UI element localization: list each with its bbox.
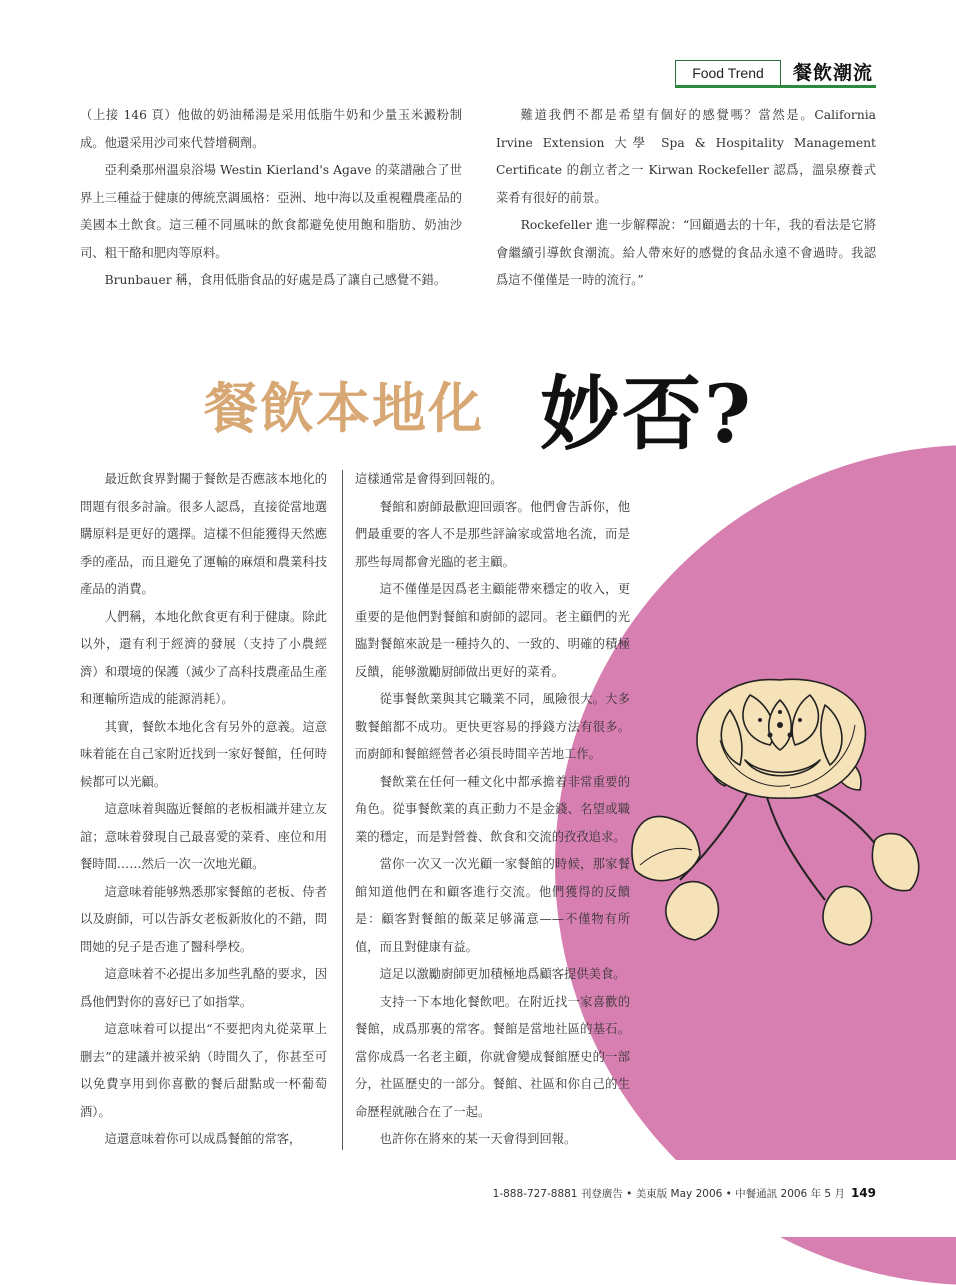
paragraph: 這不僅僅是因爲老主顧能帶來穩定的收入，更重要的是他們對餐館和廚師的認同。老主顧們的光臨對餐館來說是一種持久的、一致的、明確的積極反饋，能够激勵厨師做出更好的菜肴。: [355, 582, 630, 679]
paragraph: 從事餐飲業與其它職業不同，風險很大。大多數餐館都不成功。更快更容易的掙錢方法有很多。而廚師和餐館經營者必須長時間辛苦地工作。: [355, 692, 630, 761]
headline-part-1: 餐飲本地化: [204, 376, 484, 440]
paragraph: 這還意味着你可以成爲餐館的常客，: [104, 1132, 302, 1146]
paragraph: 人們稱，本地化飲食更有利于健康。除此以外，還有利于經濟的發展（支持了小農經濟）和環境的保護（減少了高科技農產品生產和運輸所造成的能源消耗）。: [80, 609, 327, 706]
paragraph: 其實，餐飲本地化含有另外的意義。這意味着能在自己家附近找到一家好餐館，任何時候都可以光顧。: [80, 719, 327, 789]
peony-flower-illustration: [620, 640, 950, 950]
top-left-column: [80, 102, 462, 295]
paragraph: 難道我們不都是希望有個好的感覺嗎？當然是。California Irvine Extension 大學 Spa & Hospitality Management Certificate 的創立者之一 Kirwan Rockefeller 認爲，溫泉療養式菜肴有很好的前景。: [496, 108, 876, 205]
column-divider: [342, 470, 343, 1150]
paragraph: 這樣通常是會得到回報的。: [355, 472, 503, 486]
paragraph: 支持一下本地化餐飲吧。在附近找一家喜歡的餐館，成爲那裏的常客。餐館是當地社區的基石。當你成爲一名老主顧，你就會變成餐館歷史的一部分，社區歷史的一部分。餐館、社區和你自己的生命歷程就融合在了一起。: [355, 994, 630, 1119]
body-right-column: [355, 466, 630, 1154]
top-right-column: [496, 102, 876, 295]
paragraph: 這意味着與臨近餐館的老板相識并建立友誼；意味着發現自己最喜愛的菜肴、座位和用餐時間……然后一次一次地光顧。: [80, 802, 327, 871]
page-number: 149: [850, 1186, 876, 1200]
paragraph: 餐飲業在任何一種文化中都承擔着非常重要的角色。從事餐飲業的真正動力不是金錢、名望或職業的穩定，而是對營養、飲食和交流的孜孜追求。: [355, 774, 630, 844]
page-footer: [470, 1186, 876, 1201]
paragraph: 亞利桑那州溫泉浴場 Westin Kierland's Agave 的菜譜融合了世界上三種益于健康的傳統烹調風格：亞洲、地中海以及重視糧農產品的美國本土飲食。這三種不同風味的飲食都避免使用飽和脂肪、奶油沙司、粗干酪和肥肉等原料。: [80, 163, 462, 260]
section-title-chinese: 餐飲潮流: [793, 62, 874, 84]
paragraph: （上接 146 頁）他做的奶油稀湯是采用低脂牛奶和少量玉米澱粉制成。他還采用沙司來代替增稠劑。: [80, 108, 462, 150]
footer-text: 1-888-727-8881 刊登廣告 • 美東版 May 2006 • 中餐通訊 2006 年 5 月: [492, 1188, 845, 1200]
header-rule: [675, 85, 876, 88]
section-tag-english: Food Trend: [675, 60, 781, 85]
paragraph: 這意味着不必提出多加些乳酪的要求，因爲他們對你的喜好已了如指掌。: [80, 967, 327, 1009]
paragraph: 這意味着能够熟悉那家餐館的老板、侍者以及廚師，可以告訴女老板新妝化的不錯，問問她的兒子是否進了醫科學校。: [80, 884, 327, 954]
paragraph: 這足以激勵廚師更加積極地爲顧客提供美食。: [379, 967, 626, 981]
paragraph: 也許你在將來的某一天會得到回報。: [379, 1132, 577, 1146]
paragraph: Brunbauer 稱，食用低脂食品的好處是爲了讓自己感覺不錯。: [104, 273, 447, 287]
paragraph: 餐館和廚師最歡迎回頭客。他們會告訴你，他們最重要的客人不是那些評論家或當地名流，而是那些每周都會光臨的老主顧。: [355, 499, 630, 569]
paragraph: Rockefeller 進一步解釋說：“回顧過去的十年，我的看法是它將會繼續引導飲食潮流。給人帶來好的感覺的食品永遠不會過時。我認爲這不僅僅是一時的流行。”: [496, 218, 876, 287]
headline-part-2: 妙否?: [540, 367, 753, 461]
paragraph: 這意味着可以提出“不要把肉丸從菜單上删去”的建議并被采納（時間久了，你甚至可以免費享用到你喜歡的餐后甜點或一杯葡萄酒）。: [80, 1022, 327, 1119]
paragraph: 當你一次又一次光顧一家餐館的時候，那家餐館知道他們在和顧客進行交流。他們獲得的反饋是：顧客對餐館的飯菜足够滿意——不僅物有所值，而且對健康有益。: [355, 857, 630, 954]
paragraph: 最近飲食界對關于餐飲是否應該本地化的問題有很多討論。很多人認爲，直接從當地選購原料是更好的選擇。這樣不但能獲得天然應季的產品，而且避免了運輸的麻煩和農業科技產品的消費。: [80, 472, 327, 596]
body-left-column: [80, 466, 327, 1154]
